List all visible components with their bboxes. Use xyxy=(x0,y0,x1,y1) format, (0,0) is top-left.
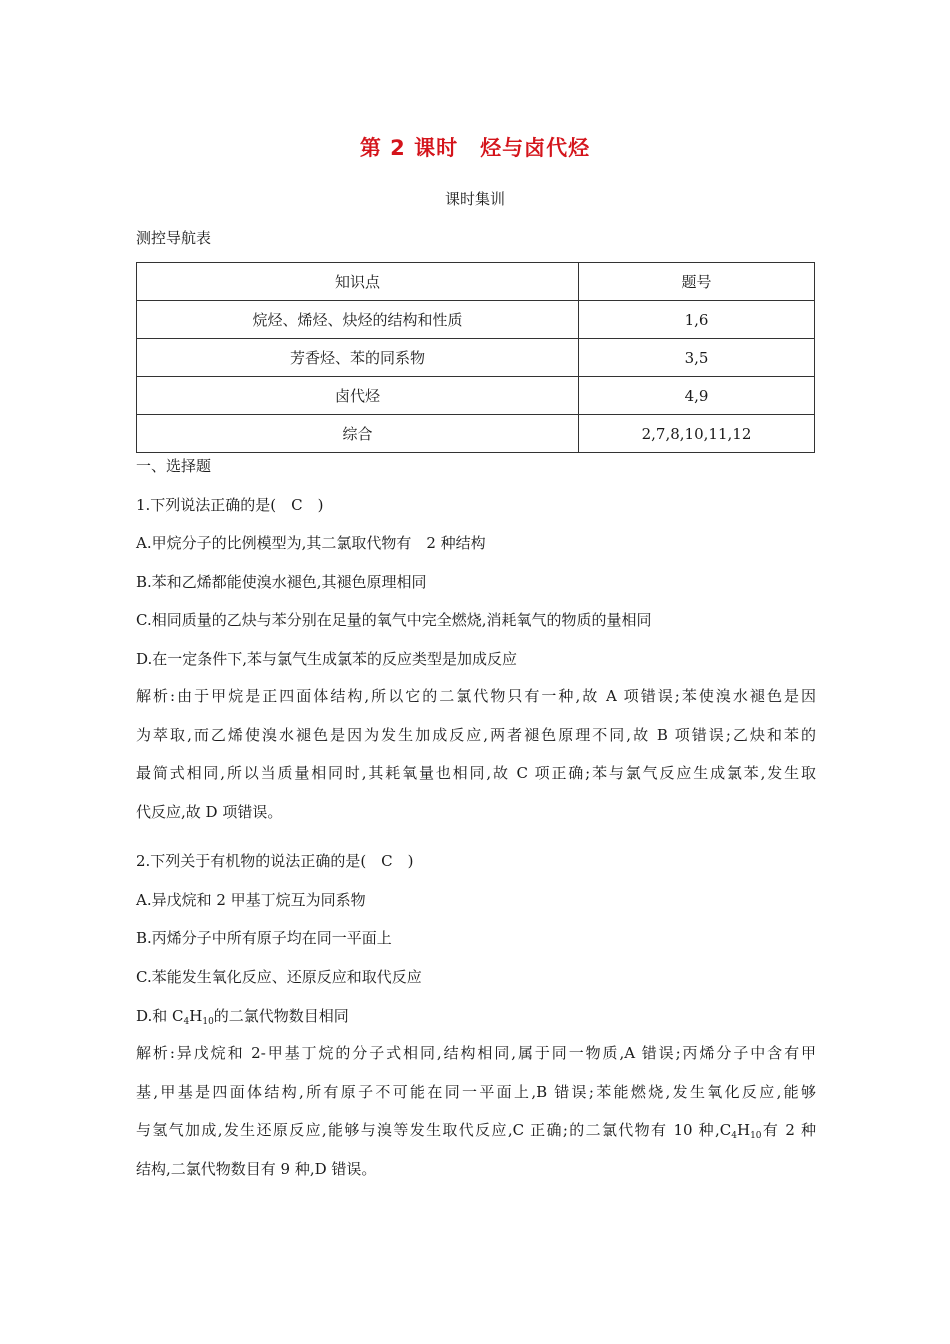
q1-analysis-line: 解析:由于甲烷是正四面体结构,所以它的二氯代物只有一种,故 A 项错误;苯使溴水褪色是因 xyxy=(136,687,816,705)
q1-analysis-line: 代反应,故 D 项错误。 xyxy=(136,803,283,822)
table-header-row xyxy=(137,263,815,301)
nav-table-label: 测控导航表 xyxy=(136,229,212,247)
q1-analysis-line: 为萃取,而乙烯使溴水褪色是因为发生加成反应,两者褪色原理不同,故 B 项错误;乙炔和苯的 xyxy=(136,725,816,744)
table-cell-topic: 芳香烃、苯的同系物 xyxy=(137,339,579,377)
subscript: 4 xyxy=(731,1131,737,1142)
table-row xyxy=(137,377,815,415)
table-cell-topic: 卤代烃 xyxy=(137,377,579,415)
q2-option-a: A.异戊烷和 2 甲基丁烷互为同系物 xyxy=(136,891,366,909)
q2-analysis-line xyxy=(136,1111,816,1150)
table-cell-nums: 3,5 xyxy=(579,339,815,377)
subscript: 4 xyxy=(183,1017,190,1027)
table-cell-nums: 1,6 xyxy=(579,301,815,339)
section-heading: 一、选择题 xyxy=(136,457,212,475)
q2-analysis-line: 解析:异戊烷和 2-甲基丁烷的分子式相同,结构相同,属于同一物质,A 错误;丙烯分子中含有甲 xyxy=(136,1044,816,1062)
page-title xyxy=(0,132,950,162)
subscript: 10 xyxy=(202,1017,214,1027)
table-cell-nums: 2,7,8,10,11,12 xyxy=(579,415,815,453)
title-lesson: 第 2 课时 xyxy=(359,136,459,160)
table-row xyxy=(137,339,815,377)
q2-analysis-line: 结构,二氯代物数目有 9 种,D 错误。 xyxy=(136,1160,377,1179)
table-cell-nums: 4,9 xyxy=(579,377,815,415)
q2-analysis-line: 基,甲基是四面体结构,所有原子不可能在同一平面上,B 错误;苯能燃烧,发生氧化反应,能够 xyxy=(136,1082,816,1101)
q1-analysis xyxy=(136,677,816,832)
analysis-text: 与氢气加成,发生还原反应,能够与溴等发生取代反应,C 正确;的二氯代物有 10 种,C xyxy=(136,1121,732,1140)
table-row xyxy=(137,415,815,453)
q1-option-d: D.在一定条件下,苯与氯气生成氯苯的反应类型是加成反应 xyxy=(136,650,518,668)
q2-option-b: B.丙烯分子中所有原子均在同一平面上 xyxy=(136,929,392,947)
subtitle: 课时集训 xyxy=(444,190,505,208)
q2-analysis xyxy=(136,1034,816,1189)
q1-option-a: A.甲烷分子的比例模型为,其二氯取代物有 2 种结构 xyxy=(136,534,486,552)
q2-option-c: C.苯能发生氧化反应、还原反应和取代反应 xyxy=(136,968,422,986)
table-cell-topic: 综合 xyxy=(137,415,579,453)
header-topic: 知识点 xyxy=(137,263,579,301)
q1-option-b: B.苯和乙烯都能使溴水褪色,其褪色原理相同 xyxy=(136,573,427,591)
q2-option-d-text: H xyxy=(189,1007,203,1025)
header-question-numbers: 题号 xyxy=(579,263,815,301)
table-cell-topic: 烷烃、烯烃、炔烃的结构和性质 xyxy=(137,301,579,339)
q2-option-d xyxy=(136,1005,816,1026)
nav-table xyxy=(136,262,815,453)
q1-analysis-line: 最简式相同,所以当质量相同时,其耗氧量也相同,故 C 项正确;苯与氯气反应生成氯苯,发生取 xyxy=(136,764,816,783)
q2-stem: 2.下列关于有机物的说法正确的是( C ) xyxy=(136,852,414,870)
q1-stem: 1.下列说法正确的是( C ) xyxy=(136,496,324,514)
table-row xyxy=(137,301,815,339)
q2-option-d-text: D.和 C xyxy=(136,1007,184,1025)
q2-option-d-text: 的二氯代物数目相同 xyxy=(213,1007,349,1025)
subscript: 10 xyxy=(750,1131,762,1142)
analysis-text: H xyxy=(736,1121,751,1140)
title-topic: 烃与卤代烃 xyxy=(480,136,591,160)
analysis-text: 有 2 种 xyxy=(761,1121,816,1140)
q1-option-c: C.相同质量的乙炔与苯分别在足量的氧气中完全燃烧,消耗氧气的物质的量相同 xyxy=(136,611,652,629)
